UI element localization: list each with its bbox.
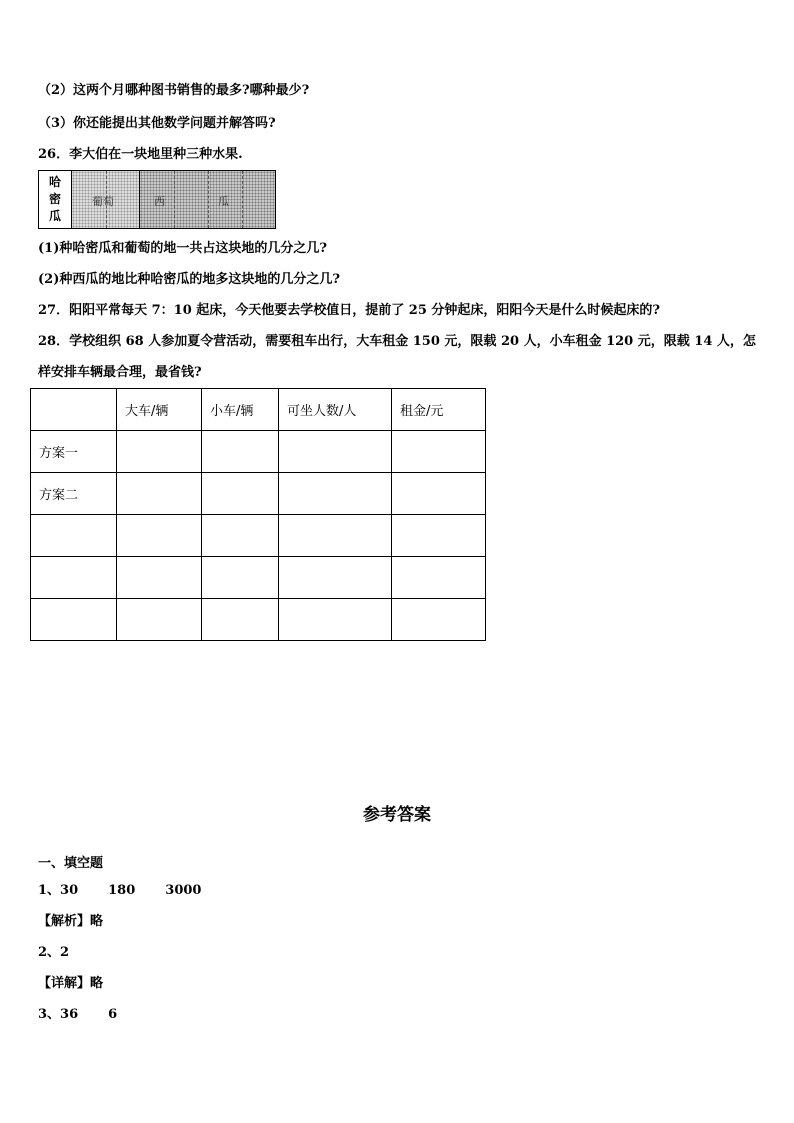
table-header-cell: 大车/辆 xyxy=(117,389,202,431)
table-cell xyxy=(31,557,117,599)
table-cell xyxy=(279,599,392,641)
segment-divider xyxy=(174,171,175,228)
table-row xyxy=(31,431,486,473)
table-cell xyxy=(117,515,202,557)
table-cell xyxy=(279,431,392,473)
question-26-part-1: (1)种哈密瓜和葡萄的地一共占这块地的几分之几? xyxy=(38,241,327,256)
question-27: 27．阳阳平常每天 7：10 起床，今天他要去学校值日，提前了 25 分钟起床，阳阳今天是什么时候起床的? xyxy=(38,303,661,318)
question-25-part-3: （3）你还能提出其他数学问题并解答吗? xyxy=(38,116,276,131)
answer-value: 180 xyxy=(108,883,136,898)
table-cell xyxy=(279,473,392,515)
answer-2-note: 【详解】略 xyxy=(38,976,104,991)
table-header-row xyxy=(31,389,486,431)
table-row xyxy=(31,599,486,641)
segment-divider xyxy=(208,171,209,228)
table-cell xyxy=(279,557,392,599)
table-cell xyxy=(202,515,279,557)
answer-value: 3、36 xyxy=(38,1007,79,1022)
table-cell xyxy=(392,557,486,599)
watermelon-label-1: 西 xyxy=(154,195,165,208)
answer-value: 1、30 xyxy=(38,883,79,898)
answer-value: 6 xyxy=(108,1007,118,1022)
table-row xyxy=(31,557,486,599)
field-diagram xyxy=(38,170,276,229)
table-cell xyxy=(117,557,202,599)
table-cell xyxy=(202,431,279,473)
table-cell xyxy=(392,473,486,515)
answer-1-note: 【解析】略 xyxy=(38,914,104,929)
watermelon-segment xyxy=(140,171,275,228)
answer-value: 3000 xyxy=(165,883,202,898)
table-cell xyxy=(279,515,392,557)
table-cell xyxy=(392,599,486,641)
watermelon-label-2: 瓜 xyxy=(218,195,229,208)
table-header-cell: 可坐人数/人 xyxy=(279,389,392,431)
table-cell xyxy=(392,431,486,473)
section-title: 一、填空题 xyxy=(38,856,104,871)
grape-label: 葡萄 xyxy=(92,195,114,208)
answer-3 xyxy=(38,1003,117,1022)
question-25-part-2: （2）这两个月哪种图书销售的最多?哪种最少? xyxy=(38,83,310,98)
hami-melon-label: 哈密瓜 xyxy=(48,175,61,223)
table-cell xyxy=(117,599,202,641)
table-cell xyxy=(202,557,279,599)
table-cell: 方案一 xyxy=(31,431,117,473)
table-cell xyxy=(31,515,117,557)
table-cell xyxy=(117,473,202,515)
table-cell xyxy=(117,431,202,473)
table-header-cell: 小车/辆 xyxy=(202,389,279,431)
table-cell xyxy=(392,515,486,557)
answer-key-heading: 参考答案 xyxy=(363,805,431,825)
table-cell xyxy=(202,473,279,515)
table-header-cell xyxy=(31,389,117,431)
table-cell xyxy=(202,599,279,641)
question-28: 28．学校组织 68 人参加夏令营活动，需要租车出行，大车租金 150 元，限载 20 人，小车租金 120 元，限载 14 人，怎样安排车辆最合理，最省钱? xyxy=(38,334,756,380)
segment-divider xyxy=(242,171,243,228)
table-cell: 方案二 xyxy=(31,473,117,515)
table-row xyxy=(31,473,486,515)
table-cell xyxy=(31,599,117,641)
hami-melon-segment xyxy=(39,171,72,228)
table-header-cell: 租金/元 xyxy=(392,389,486,431)
answer-1 xyxy=(38,879,201,898)
grape-segment xyxy=(72,171,140,228)
question-26: 26．李大伯在一块地里种三种水果. xyxy=(38,147,243,162)
answer-2: 2、2 xyxy=(38,945,70,960)
table-row xyxy=(31,515,486,557)
question-26-part-2: (2)种西瓜的地比种哈密瓜的地多这块地的几分之几? xyxy=(38,272,340,287)
rental-plan-table xyxy=(30,388,486,641)
